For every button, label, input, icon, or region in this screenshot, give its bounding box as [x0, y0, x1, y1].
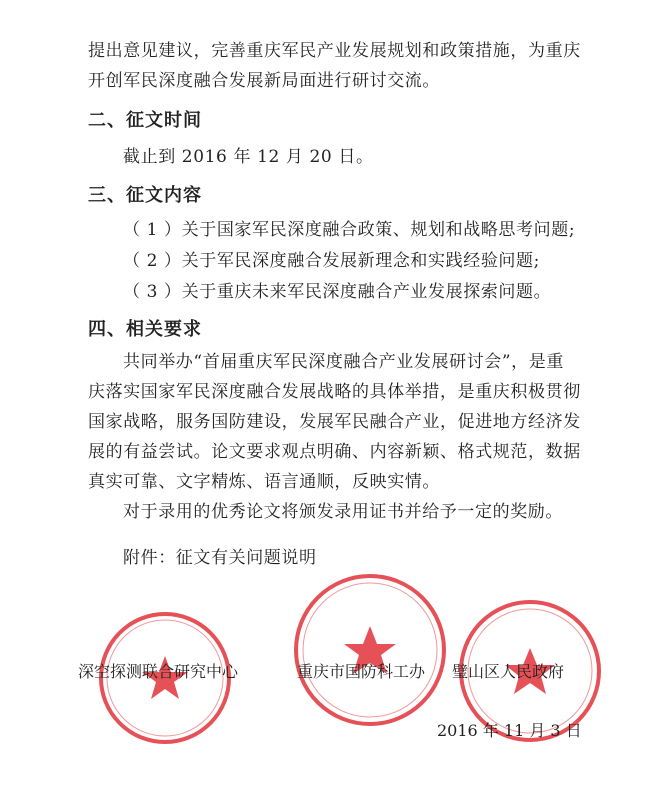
requirements-line-3: 国家战略，服务国防建设，发展军民融合产业，促进地方经济发 — [88, 412, 581, 432]
content-item-3: （ 3 ）关于重庆未来军民深度融合产业发展探索问题。 — [123, 282, 552, 302]
signature-org-2: 重庆市国防科工办 — [297, 662, 426, 681]
award-note: 对于录用的优秀论文将颁发录用证书并给予一定的奖励。 — [123, 502, 563, 522]
attachment-note: 附件：征文有关问题说明 — [123, 548, 317, 568]
intro-line-2: 开创军民深度融合发展新局面进行研讨交流。 — [88, 71, 440, 91]
requirements-line-5: 真实可靠、文字精炼、语言通顺，反映实情。 — [88, 472, 440, 492]
section-heading-requirements: 四、相关要求 — [88, 319, 202, 340]
section-heading-time: 二、征文时间 — [88, 110, 202, 131]
requirements-line-4: 展的有益尝试。论文要求观点明确、内容新颖、格式规范，数据 — [88, 442, 581, 462]
signature-date: 2016 年 11 月 3 日 — [437, 721, 582, 740]
content-item-2: （ 2 ）关于军民深度融合发展新理念和实践经验问题; — [123, 251, 540, 271]
signature-org-3: 璧山区人民政府 — [452, 662, 565, 681]
intro-line-1: 提出意见建议，完善重庆军民产业发展规划和政策措施，为重庆 — [88, 41, 581, 61]
signature-org-1: 深空探测联合研究中心 — [78, 662, 239, 681]
requirements-line-1: 共同举办“首届重庆军民深度融合产业发展研讨会”，是重 — [123, 352, 564, 372]
section-heading-content: 三、征文内容 — [88, 185, 202, 206]
requirements-line-2: 庆落实国家军民深度融合发展战略的具体举措，是重庆积极贯彻 — [88, 382, 581, 402]
content-item-1: （ 1 ）关于国家军民深度融合政策、规划和战略思考问题; — [123, 220, 576, 240]
seal-2-stamp — [290, 570, 450, 730]
deadline-text: 截止到 2016 年 12 月 20 日。 — [123, 147, 374, 167]
